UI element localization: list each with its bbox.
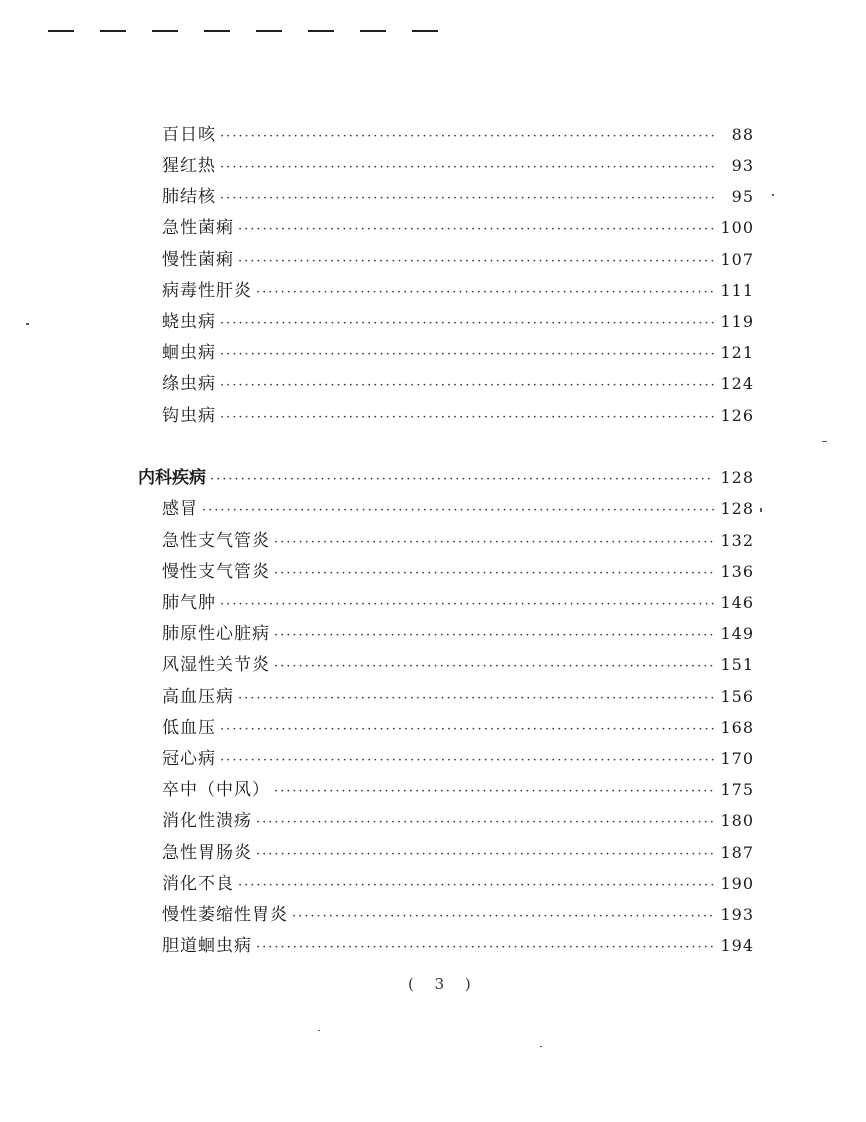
toc-entry-title: 急性胃肠炎 — [162, 843, 252, 863]
toc-entry-title: 慢性菌痢 — [162, 250, 234, 270]
toc-entry[interactable] — [162, 902, 754, 928]
dot-leader — [220, 373, 714, 399]
toc-entry[interactable] — [162, 122, 754, 148]
toc-entry-title: 蛔虫病 — [162, 343, 216, 363]
toc-entry-title: 猩红热 — [162, 156, 216, 176]
toc-entry-title: 慢性支气管炎 — [162, 562, 270, 582]
toc-entry-page: 151 — [720, 655, 754, 674]
dot-leader — [256, 810, 714, 836]
toc-entry-title: 肺结核 — [162, 187, 216, 207]
toc-entry-page: 128 — [720, 499, 754, 518]
toc-entry-page: 121 — [720, 343, 754, 362]
dot-leader — [220, 311, 714, 337]
dot-leader — [220, 155, 714, 181]
dot-leader — [256, 280, 714, 306]
toc-entry-title: 胆道蛔虫病 — [162, 936, 252, 956]
toc-entry-page: 107 — [720, 250, 754, 269]
toc-entry-title: 高血压病 — [162, 687, 234, 707]
toc-entry-title: 慢性萎缩性胃炎 — [162, 905, 288, 925]
toc-entry-title: 消化性溃疡 — [162, 811, 252, 831]
toc-entry[interactable] — [162, 278, 754, 304]
toc-entry[interactable] — [162, 777, 754, 803]
toc-entry[interactable] — [162, 746, 754, 772]
dot-leader — [238, 686, 714, 712]
toc-section-page: 128 — [720, 468, 754, 487]
dot-leader — [274, 530, 714, 556]
toc-entry-page: 168 — [720, 718, 754, 737]
toc-entry-page: 194 — [720, 936, 754, 955]
toc-entry-title: 卒中（中风） — [162, 780, 270, 800]
toc-entry-page: 93 — [731, 156, 754, 175]
toc-entry-page: 88 — [731, 125, 754, 144]
scan-speck — [772, 194, 774, 196]
dot-leader — [274, 654, 714, 680]
toc-entry-title: 消化不良 — [162, 874, 234, 894]
toc-entry-page: 187 — [720, 843, 754, 862]
toc-entry-page: 119 — [720, 312, 754, 331]
toc-entry[interactable] — [162, 496, 754, 522]
toc-entry[interactable] — [162, 684, 754, 710]
toc-entry-title: 冠心病 — [162, 749, 216, 769]
dot-leader — [238, 217, 714, 243]
toc-entry[interactable] — [162, 652, 754, 678]
toc-entry[interactable] — [162, 715, 754, 741]
toc-section-heading[interactable] — [138, 465, 754, 491]
toc-entry-title: 低血压 — [162, 718, 216, 738]
dot-leader — [292, 904, 714, 930]
toc-entry[interactable] — [162, 528, 754, 554]
dot-leader — [256, 935, 714, 961]
toc-entry-page: 170 — [720, 749, 754, 768]
dot-leader — [256, 842, 714, 868]
toc-entry-page: 156 — [720, 687, 754, 706]
toc-entry[interactable] — [162, 621, 754, 647]
scan-speck — [26, 323, 29, 325]
page-number: ( 3 ) — [408, 975, 479, 993]
scan-speck — [540, 1046, 542, 1047]
toc-entry-page: 95 — [731, 187, 754, 206]
scan-speck — [822, 441, 827, 442]
toc-entry-title: 急性支气管炎 — [162, 531, 270, 551]
toc-entry[interactable] — [162, 153, 754, 179]
dot-leader — [220, 342, 714, 368]
toc-entry-title: 绦虫病 — [162, 374, 216, 394]
toc-entry-page: 124 — [720, 374, 754, 393]
toc-entry-page: 180 — [720, 811, 754, 830]
toc-entry-title: 蛲虫病 — [162, 312, 216, 332]
dot-leader — [220, 186, 714, 212]
dot-leader — [220, 124, 714, 150]
toc-entry-page: 146 — [720, 593, 754, 612]
toc-entry-title: 病毒性肝炎 — [162, 281, 252, 301]
toc-entry-page: 190 — [720, 874, 754, 893]
toc-entry[interactable] — [162, 215, 754, 241]
toc-entry-title: 钩虫病 — [162, 406, 216, 426]
toc-entry-page: 111 — [720, 281, 754, 300]
toc-entry-page: 132 — [720, 531, 754, 550]
dot-leader — [210, 467, 714, 493]
dot-leader — [238, 873, 714, 899]
toc-entry-title: 感冒 — [162, 499, 198, 519]
dot-leader — [202, 498, 714, 524]
toc-entry-title: 百日咳 — [162, 125, 216, 145]
dot-leader — [220, 717, 714, 743]
toc-entry-page: 175 — [720, 780, 754, 799]
dot-leader — [274, 779, 714, 805]
scan-speck — [760, 508, 762, 512]
toc-entry[interactable] — [162, 371, 754, 397]
toc-entry-page: 136 — [720, 562, 754, 581]
toc-entry-page: 149 — [720, 624, 754, 643]
toc-entry[interactable] — [162, 808, 754, 834]
toc-entry[interactable] — [162, 403, 754, 429]
toc-entry-title: 肺气肿 — [162, 593, 216, 613]
toc-entry-page: 193 — [720, 905, 754, 924]
toc-entry[interactable] — [162, 840, 754, 866]
toc-entry-title: 肺原性心脏病 — [162, 624, 270, 644]
dot-leader — [220, 748, 714, 774]
toc-entry[interactable] — [162, 184, 754, 210]
toc-entry-page: 100 — [720, 218, 754, 237]
dot-leader — [238, 249, 714, 275]
toc-entry[interactable] — [162, 247, 754, 273]
dot-leader — [220, 592, 714, 618]
dot-leader — [274, 623, 714, 649]
scan-speck — [318, 1030, 320, 1031]
toc-entry[interactable] — [162, 559, 754, 585]
toc-entry-page: 126 — [720, 406, 754, 425]
toc-section-title: 内科疾病 — [138, 468, 206, 488]
dot-leader — [274, 561, 714, 587]
dot-leader — [220, 405, 714, 431]
toc-entry[interactable] — [162, 871, 754, 897]
toc-entry-title: 风湿性关节炎 — [162, 655, 270, 675]
toc-entry[interactable] — [162, 590, 754, 616]
toc-entry[interactable] — [162, 933, 754, 959]
toc-entry-title: 急性菌痢 — [162, 218, 234, 238]
toc-entry[interactable] — [162, 309, 754, 335]
toc-entry[interactable] — [162, 340, 754, 366]
